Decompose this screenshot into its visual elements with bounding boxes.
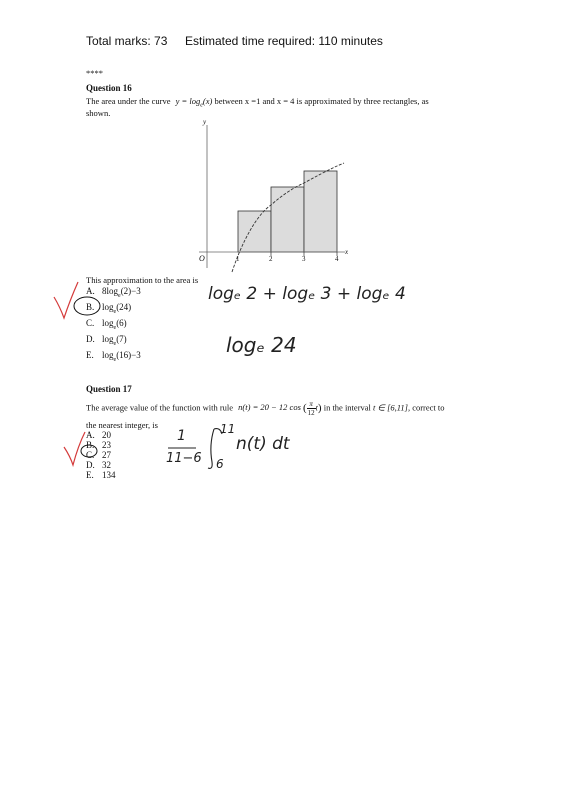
q17-option-e[interactable]: E. 134 xyxy=(86,470,116,480)
q16-prompt: This approximation to the area is xyxy=(86,275,199,285)
q17-option-d[interactable]: D. 32 xyxy=(86,460,111,470)
estimated-time: Estimated time required: 110 minutes xyxy=(185,34,383,48)
y-axis-label: y xyxy=(203,118,207,126)
q16-text: The area under the curve $y = \log_e(x)$ between x =1 and x = 4 is approximated by three rectangles, as xyxy=(86,96,429,109)
q17-option-a[interactable]: A. 20 xyxy=(86,430,111,440)
q17-text-cont: the nearest integer, is xyxy=(86,420,158,430)
origin-label: O xyxy=(199,254,205,263)
q16-option-b[interactable]: B. $\log_e(24)$ xyxy=(86,302,132,315)
hw-integral-lower: 6 xyxy=(216,457,224,471)
q16-text-cont: shown. xyxy=(86,108,111,118)
q16-option-c[interactable]: C. $\log_e(6)$ xyxy=(86,318,127,331)
q17-option-c[interactable]: C. 27 xyxy=(86,450,111,460)
q16-handwriting-result: logₑ 24 xyxy=(226,333,297,357)
q16-option-a[interactable]: A. $8\log_e(2)-3$ xyxy=(86,286,141,299)
tick-label-3: 3 xyxy=(302,255,306,263)
q16-option-d[interactable]: D. $\log_e(7)$ xyxy=(86,334,127,347)
hw-integral-upper: 11 xyxy=(220,422,236,436)
q16-option-e[interactable]: E. $\log_e(16)-3$ xyxy=(86,350,141,363)
q17-circle-mark-icon xyxy=(81,445,97,457)
total-marks: Total marks: 73 xyxy=(86,34,168,48)
x-axis-label: x xyxy=(345,248,349,256)
q16-handwriting-sum: logₑ 2 + logₑ 3 + logₑ 4 xyxy=(208,284,406,304)
hw-integrand: n(t) dt xyxy=(236,434,290,454)
q16-title: Question 16 xyxy=(86,83,132,93)
stars-divider: **** xyxy=(86,68,103,78)
q17-title: Question 17 xyxy=(86,384,132,394)
q17-text: The average value of the function with rule n(t) = 20 − 12 $\cos (\frac{\pi}{12}t)$ in the interval t ∈ [6,11], correct to xyxy=(86,400,445,417)
hw-fraction-numerator: 1 xyxy=(177,428,186,444)
tick-label-4: 4 xyxy=(335,255,339,263)
q17-option-b[interactable]: B. 23 xyxy=(86,440,111,450)
tick-label-2: 2 xyxy=(269,255,273,263)
hw-fraction-denominator: 11−6 xyxy=(166,451,202,466)
tick-label-1: 1 xyxy=(236,255,240,263)
